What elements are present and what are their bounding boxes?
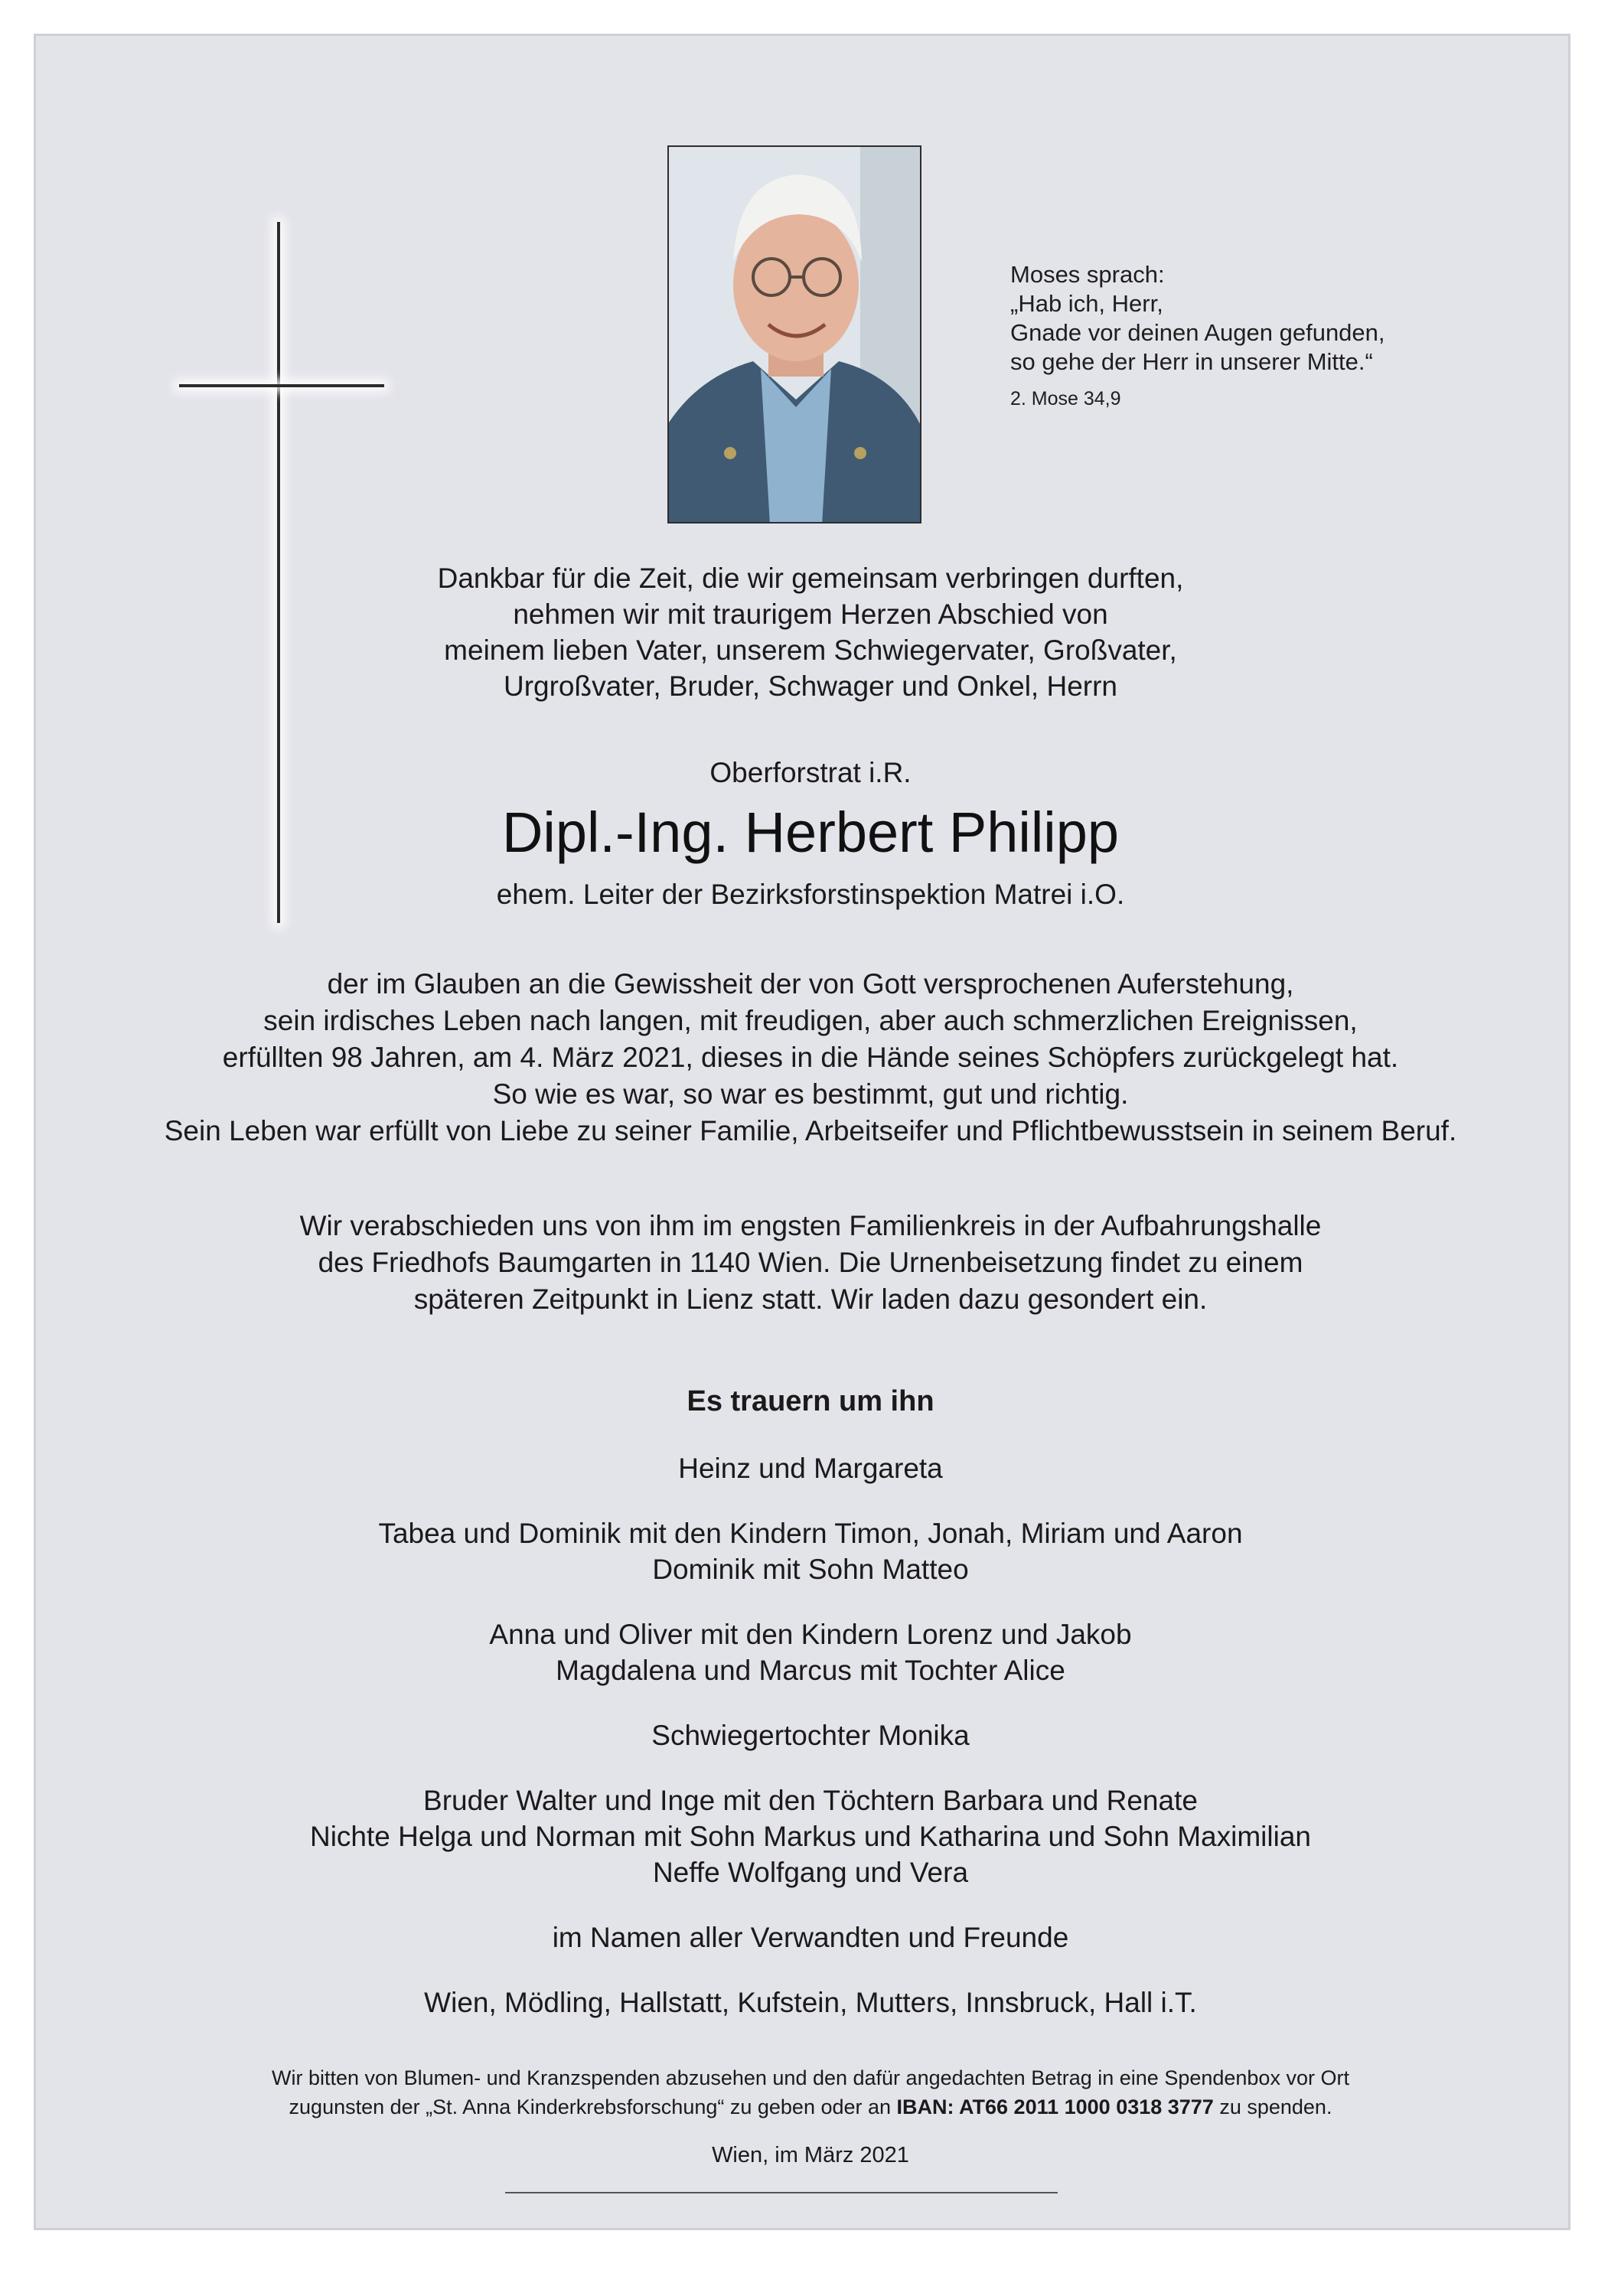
quote-reference: 2. Mose 34,9 xyxy=(1010,388,1121,409)
mourner-line: im Namen aller Verwandten und Freunde xyxy=(552,1922,1069,1953)
mourner-line: Nichte Helga und Norman mit Sohn Markus und Katharina und Sohn Maximilian xyxy=(309,1821,1311,1852)
intro-line: nehmen wir mit traurigem Herzen Abschied von xyxy=(513,598,1108,630)
portrait-photo xyxy=(667,145,921,523)
mourner-group xyxy=(0,1985,1621,2020)
deceased-position: ehem. Leiter der Bezirksforstinspektion Matrei i.O. xyxy=(496,879,1125,910)
ceremony-line: Wir verabschieden uns von ihm im engsten Familienkreis in der Aufbahrungshalle xyxy=(299,1210,1322,1241)
mourner-group xyxy=(0,1717,1621,1753)
place-date: Wien, im März 2021 xyxy=(712,2143,909,2167)
mourners-list xyxy=(0,1384,1621,2050)
cross-icon-bar xyxy=(179,384,384,387)
bottom-divider xyxy=(505,2192,1058,2193)
mourner-line: Wien, Mödling, Hallstatt, Kufstein, Mutters, Innsbruck, Hall i.T. xyxy=(424,1987,1197,2018)
body-line: Sein Leben war erfüllt von Liebe zu seiner Familie, Arbeitseifer und Pflichtbewusstsein in seinem Beruf. xyxy=(164,1115,1457,1146)
mourner-group xyxy=(0,1515,1621,1587)
mourner-line: Neffe Wolfgang und Vera xyxy=(652,1857,969,1888)
mourner-line: Schwiegertochter Monika xyxy=(651,1720,970,1751)
quote-line: Gnade vor deinen Augen gefunden, xyxy=(1010,319,1385,346)
ceremony-line: des Friedhofs Baumgarten in 1140 Wien. Die Urnenbeisetzung findet zu einem xyxy=(318,1247,1303,1278)
intro-line: Urgroßvater, Bruder, Schwager und Onkel, Herrn xyxy=(503,670,1118,702)
mourners-heading: Es trauern um ihn xyxy=(687,1385,934,1417)
deceased-title: Oberforstrat i.R. xyxy=(709,757,912,788)
mourner-line: Heinz und Margareta xyxy=(678,1453,943,1484)
body-line: der im Glauben an die Gewissheit der von Gott versprochenen Auferstehung, xyxy=(327,968,1294,1000)
deceased-name: Dipl.-Ing. Herbert Philipp xyxy=(501,801,1120,864)
mourner-group xyxy=(0,1782,1621,1890)
donation-line xyxy=(0,2092,1621,2122)
mourner-line: Tabea und Dominik mit den Kindern Timon, Jonah, Miriam und Aaron xyxy=(378,1518,1243,1549)
mourner-line: Anna und Oliver mit den Kindern Lorenz und Jakob xyxy=(489,1619,1132,1650)
ceremony-paragraph xyxy=(0,1208,1621,1318)
mourner-line: Bruder Walter und Inge mit den Töchtern Barbara und Renate xyxy=(423,1785,1198,1816)
bible-quote xyxy=(1010,260,1385,413)
body-line: sein irdisches Leben nach langen, mit freudigen, aber auch schmerzlichen Ereignissen, xyxy=(263,1005,1358,1036)
body-line: erfüllten 98 Jahren, am 4. März 2021, dieses in die Hände seines Schöpfers zurückgelegt hat. xyxy=(222,1042,1399,1073)
mourner-group xyxy=(0,1450,1621,1486)
ceremony-line: späteren Zeitpunkt in Lienz statt. Wir laden dazu gesondert ein. xyxy=(413,1283,1208,1315)
mourner-group xyxy=(0,1919,1621,1955)
intro-line: Dankbar für die Zeit, die wir gemeinsam verbringen durften, xyxy=(437,563,1184,594)
donation-text: zu spenden. xyxy=(1213,2095,1332,2118)
intro-paragraph xyxy=(0,560,1621,704)
quote-line: so gehe der Herr in unserer Mitte.“ xyxy=(1010,348,1373,375)
iban-number: IBAN: AT66 2011 1000 0318 3777 xyxy=(896,2095,1214,2118)
quote-line: „Hab ich, Herr, xyxy=(1010,290,1163,317)
donation-text: zugunsten der „St. Anna Kinderkrebsforschung“ zu geben oder an xyxy=(289,2095,897,2118)
mourner-line: Dominik mit Sohn Matteo xyxy=(652,1554,969,1585)
donation-line: Wir bitten von Blumen- und Kranzspenden abzusehen und den dafür angedachten Betrag in eine Spendenbox vor Ort xyxy=(272,2066,1349,2089)
mourner-line: Magdalena und Marcus mit Tochter Alice xyxy=(556,1655,1065,1686)
mourner-group xyxy=(0,1616,1621,1688)
donation-note xyxy=(0,2063,1621,2122)
body-line: So wie es war, so war es bestimmt, gut und richtig. xyxy=(492,1078,1129,1110)
body-paragraph xyxy=(0,966,1621,1150)
quote-line: Moses sprach: xyxy=(1010,261,1165,288)
intro-line: meinem lieben Vater, unserem Schwiegervater, Großvater, xyxy=(444,634,1177,666)
